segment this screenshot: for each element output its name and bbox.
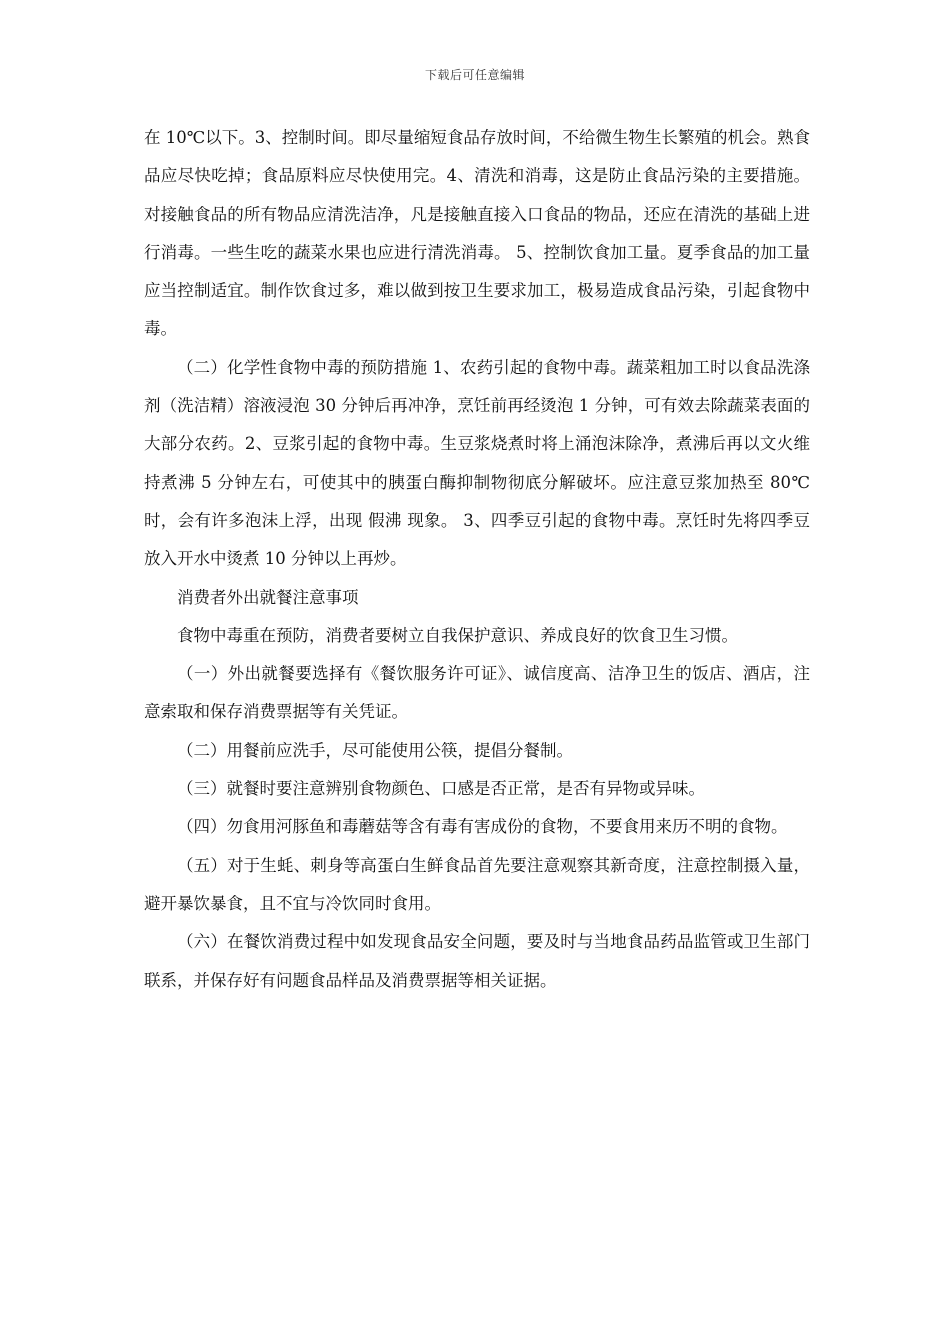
paragraph: 在 10℃以下。3、控制时间。即尽量缩短食品存放时间，不给微生物生长繁殖的机会。熟食品应尽快吃掉；食品原料应尽快使用完。4、清洗和消毒，这是防止食品污染的主要措施。对接触食品的所有物品应清洗洁净，凡是接触直接入口食品的物品，还应在清洗的基础上进行消毒。一些生吃的蔬菜水果也应进行清洗消毒。 5、控制饮食加工量。夏季食品的加工量应当控制适宜。制作饮食过多，难以做到按卫生要求加工，极易造成食品污染，引起食物中毒。	[144, 128, 810, 339]
paragraph: （二）化学性食物中毒的预防措施 1、农药引起的食物中毒。蔬菜粗加工时以食品洗涤剂（洗洁精）溶液浸泡 30 分钟后再冲净，烹饪前再经烫泡 1 分钟，可有效去除蔬菜表面的大部分农药。2、豆浆引起的食物中毒。生豆浆烧煮时将上涌泡沫除净，煮沸后再以文火维持煮沸 5 分钟左右，可使其中的胰蛋白酶抑制物彻底分解破坏。应注意豆浆加热至 80℃时，会有许多泡沫上浮，出现 假沸 现象。 3、四季豆引起的食物中毒。烹饪时先将四季豆放入开水中烫煮 10 分钟以上再炒。	[144, 357, 810, 569]
list-item: （二）用餐前应洗手，尽可能使用公筷，提倡分餐制。	[177, 740, 573, 760]
section-heading: 消费者外出就餐注意事项	[177, 587, 359, 607]
paragraph: 食物中毒重在预防，消费者要树立自我保护意识、养成良好的饮食卫生习惯。	[177, 625, 738, 645]
page-header: 下载后可任意编辑	[424, 68, 525, 82]
list-item: （三）就餐时要注意辨别食物颜色、口感是否正常，是否有异物或异味。	[177, 779, 705, 799]
document-body	[144, 119, 810, 1000]
list-item: （五）对于生蚝、刺身等高蛋白生鲜食品首先要注意观察其新奇度，注意控制摄入量，避开暴饮暴食，且不宜与冷饮同时食用。	[144, 855, 810, 913]
list-item: （六）在餐饮消费过程中如发现食品安全问题，要及时与当地食品药品监管或卫生部门联系，并保存好有问题食品样品及消费票据等相关证据。	[144, 932, 810, 990]
list-item: （一）外出就餐要选择有《餐饮服务许可证》、诚信度高、洁净卫生的饭店、酒店，注意索取和保存消费票据等有关凭证。	[144, 664, 810, 722]
list-item: （四）勿食用河豚鱼和毒蘑菇等含有毒有害成份的食物，不要食用来历不明的食物。	[177, 817, 788, 837]
